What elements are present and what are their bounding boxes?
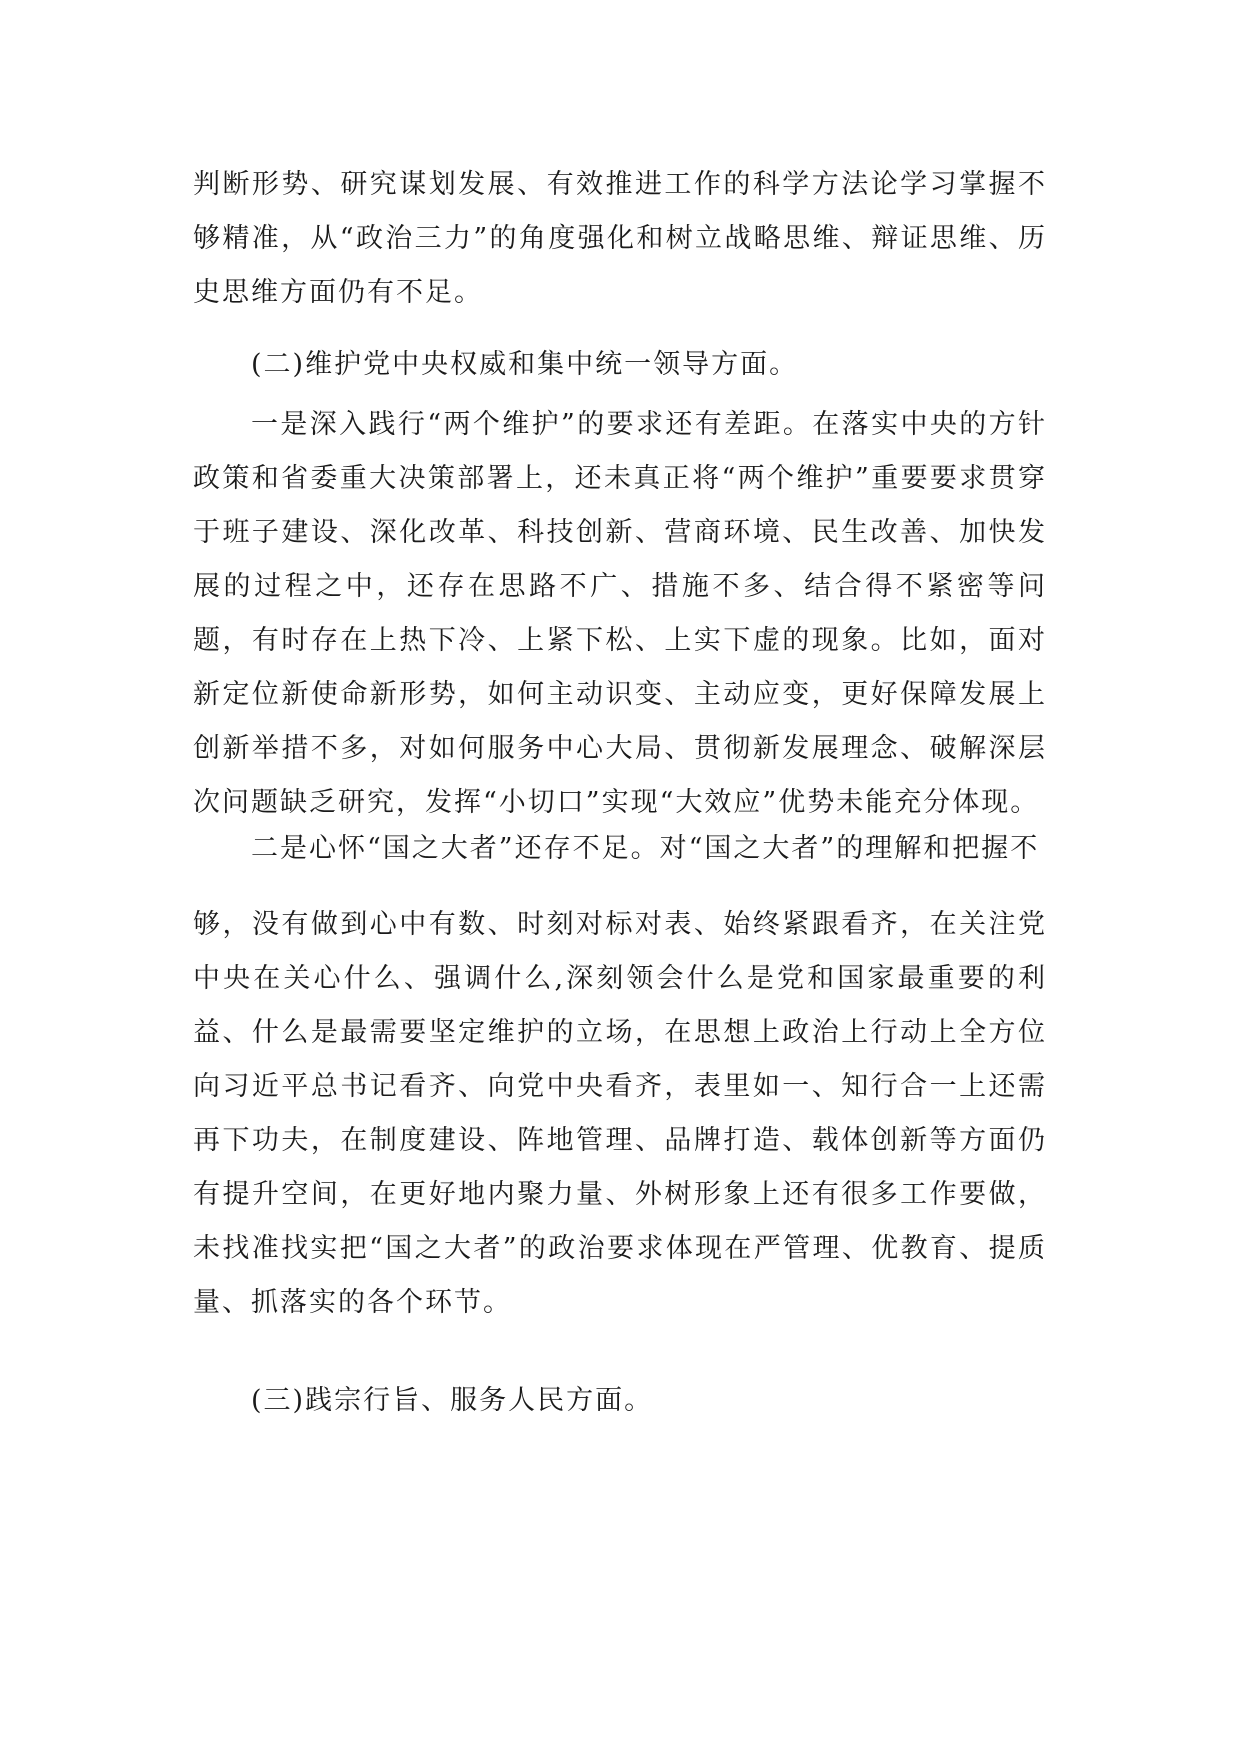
section-2-heading: (二)维护党中央权威和集中统一领导方面。 xyxy=(251,349,799,380)
point-1-block xyxy=(193,398,1047,830)
paragraph-continuation: 判断形势、研究谋划发展、有效推进工作的科学方法论学习掌握不够精准，从“政治三力”的角度强化和树立战略思维、辩证思维、历史思维方面仍有不足。 xyxy=(193,169,1047,308)
section-3-heading-block xyxy=(193,1374,1047,1428)
point-2-first-line: 二是心怀“国之大者”还存不足。对“国之大者”的理解和把握不 xyxy=(251,833,1040,864)
section-2-heading-block xyxy=(193,338,1047,392)
section-3-heading: (三)践宗行旨、服务人民方面。 xyxy=(251,1385,654,1416)
point-2-rest: 够，没有做到心中有数、时刻对标对表、始终紧跟看齐，在关注党中央在关心什么、强调什么,深刻领会什么是党和国家最重要的利益、什么是最需要坚定维护的立场，在思想上政治上行动上全方位向习近平总书记看齐、向党中央看齐，表里如一、知行合一上还需再下功夫，在制度建设、阵地管理、品牌打造、载体创新等方面仍有提升空间，在更好地内聚力量、外树形象上还有很多工作要做，未找准找实把“国之大者”的政治要求体现在严管理、优教育、提质量、抓落实的各个环节。 xyxy=(193,909,1047,1318)
point-2-rest-block xyxy=(193,898,1047,1330)
point-1-paragraph: 一是深入践行“两个维护”的要求还有差距。在落实中央的方针政策和省委重大决策部署上，还未真正将“两个维护”重要要求贯穿于班子建设、深化改革、科技创新、营商环境、民生改善、加快发展的过程之中，还存在思路不广、措施不多、结合得不紧密等问题，有时存在上热下冷、上紧下松、上实下虚的现象。比如，面对新定位新使命新形势，如何主动识变、主动应变，更好保障发展上创新举措不多，对如何服务中心大局、贯彻新发展理念、破解深层次问题缺乏研究，发挥“小切口”实现“大效应”优势未能充分体现。 xyxy=(193,409,1047,818)
paragraph-continuation-block xyxy=(193,158,1047,320)
point-2-first-line-block xyxy=(193,822,1047,876)
